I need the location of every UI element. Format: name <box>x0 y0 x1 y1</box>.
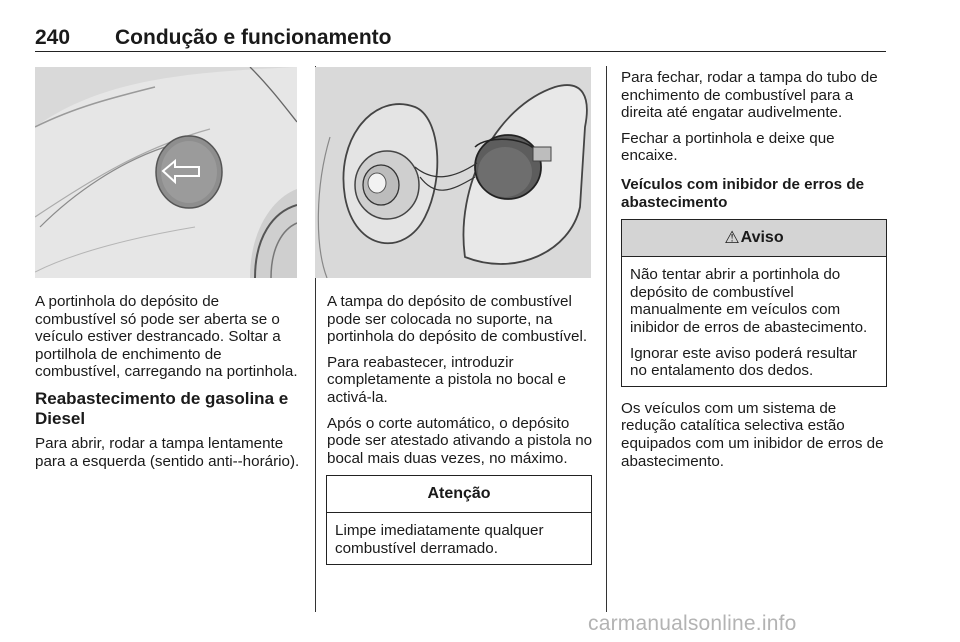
notice-body <box>327 513 591 563</box>
warning-text-2: Ignorar este aviso poderá resultar no entalamento dos dedos. <box>630 344 858 380</box>
header-rule <box>35 51 886 52</box>
column-divider-2 <box>606 66 607 612</box>
fuel-cap-illustration <box>315 67 591 278</box>
paragraph-auto-cutoff: Após o corte automático, o depósito pode ser atestado ativando a pistola no bocal mais duas vezes, no máximo. <box>327 414 593 467</box>
warning-title: Aviso <box>740 229 784 247</box>
column-1 <box>35 293 300 478</box>
notice-box <box>326 475 592 564</box>
figure-1-caption: A portinhola do depósito de combustível só pode ser aberta se o veículo estiver destrancado. Soltar a portilhola de enchimento de combustível, carregando na portinhola. <box>35 293 298 381</box>
warning-triangle-icon: ⚠ <box>724 228 740 248</box>
paragraph-scr-system: Os veículos com um sistema de redução catalítica selectiva estão equipados com um inibidor de erros de abastecimento. <box>621 399 884 470</box>
column-3 <box>621 69 887 478</box>
paragraph-open-cap: Para abrir, rodar a tampa lentamente para a esquerda (sentido anti--horário). <box>35 434 300 470</box>
paragraph-refuel: Para reabastecer, introduzir completamente a pistola no bocal e activá-la. <box>327 353 566 406</box>
column-2 <box>327 293 593 565</box>
fuel-flap-illustration <box>35 67 297 278</box>
warning-text-1: Não tentar abrir a portinhola do depósito de combustível manualmente em veículos com inibidor de erros de abastecimento. <box>630 266 868 336</box>
notice-text: Limpe imediatamente qualquer combustível derramado. <box>335 522 544 557</box>
page-header <box>35 26 885 54</box>
notice-title: Atenção <box>327 476 591 513</box>
warning-header <box>622 220 886 257</box>
subheading-misfuel-inhibitor: Veículos com inibidor de erros de abastecimento <box>621 175 865 211</box>
section-heading-refueling: Reabastecimento de gasolina e Diesel <box>35 388 289 428</box>
chapter-title: Condução e funcionamento <box>115 26 392 49</box>
warning-box <box>621 219 887 387</box>
page-number: 240 <box>35 26 71 49</box>
paragraph-close-flap: Fechar a portinhola e deixe que encaixe. <box>621 129 835 165</box>
paragraph-close-cap: Para fechar, rodar a tampa do tubo de enchimento de combustível para a direita até engatar audivelmente. <box>621 69 878 122</box>
watermark-text: carmanualsonline.info <box>588 612 797 635</box>
warning-body <box>622 257 886 386</box>
figure-2-caption: A tampa do depósito de combustível pode ser colocada no suporte, na portinhola do depósito de combustível. <box>327 293 588 346</box>
